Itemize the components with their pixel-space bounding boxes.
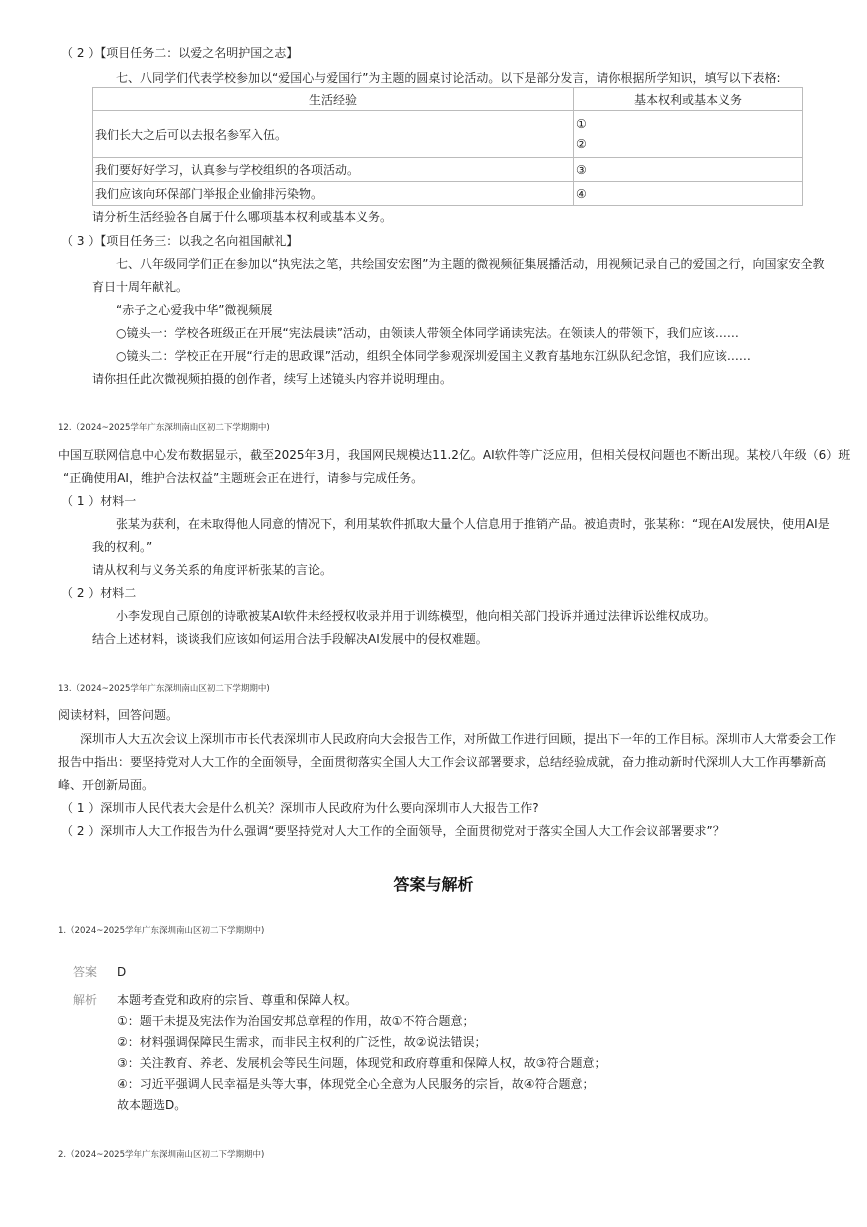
task3-intro-line2: 育日十周年献礼。 <box>92 280 189 294</box>
table-header-rights: 基本权利或基本义务 <box>574 88 803 111</box>
q12-part1-text-line1: 张某为获利，在未取得他人同意的情况下，利用某软件抓取大量个人信息用于推销产品。被追责时，张某称：“现在AI发展快，使用AI是 <box>116 517 830 531</box>
q13-text-line1: 深圳市人大五次会议上深圳市市长代表深圳市人民政府向大会报告工作，对所做工作进行回顾，提出下一年的工作目标。深圳市人大常委会工作 <box>80 732 837 746</box>
table-cell-experience: 我们长大之后可以去报名参军入伍。 <box>93 111 574 158</box>
answers-title: 答案与解析 <box>393 875 474 894</box>
analysis-line: ①：题干未提及宪法作为治国安邦总章程的作用，故①不符合题意； <box>117 1014 475 1028</box>
answer-value: D <box>117 965 127 979</box>
shot-one: ○镜头一：学校各班级正在开展“宪法晨读”活动，由领读人带领全体同学诵读宪法。在领读人的带领下，我们应该…… <box>116 326 739 340</box>
q12-intro-line2: “正确使用AI，维护合法权益”主题班会正在进行，请参与完成任务。 <box>63 471 424 485</box>
q12-part2-text: 小李发现自己原创的诗歌被某AI软件未经授权收录并用于训练模型，他向相关部门投诉并通过法律诉讼维权成功。 <box>116 609 716 623</box>
table-row <box>93 111 803 158</box>
task2-heading: （ 2 ）【项目任务二：以爱之名明护国之志】 <box>61 46 299 60</box>
table-cell-experience: 我们应该向环保部门举报企业偷排污染物。 <box>93 182 574 206</box>
shot-two: ○镜头二：学校正在开展“行走的思政课”活动，组织全体同学参观深圳爱国主义教育基地东江纵队纪念馆，我们应该…… <box>116 349 751 363</box>
table-header-row <box>93 88 803 111</box>
q13-text-line2: 报告中指出：要坚持党对人大工作的全面领导，全面贯彻落实全国人大工作会议部署要求，总结经验成就，奋力推动新时代深圳人大工作再攀新高 <box>58 755 827 769</box>
analysis-line: 故本题选D。 <box>117 1098 187 1112</box>
analysis-label: 解析 <box>73 993 98 1007</box>
table-header-experience: 生活经验 <box>93 88 574 111</box>
analysis-line: 本题考查党和政府的宗旨、尊重和保障人权。 <box>117 993 358 1007</box>
q12-part1-text-line2: 我的权利。” <box>92 540 153 554</box>
answer-1-number: 1.（2024~2025学年广东深圳南山区初二下学期期中) <box>58 926 265 936</box>
answer-2-number: 2.（2024~2025学年广东深圳南山区初二下学期期中) <box>58 1150 265 1160</box>
table-row <box>93 182 803 206</box>
q13-lead: 阅读材料，回答问题。 <box>58 708 179 722</box>
question-13-number: 13.（2024~2025学年广东深圳南山区初二下学期期中) <box>58 684 270 694</box>
analysis-line: ②：材料强调保障民生需求，而非民主权利的广泛性，故②说法错误； <box>117 1035 487 1049</box>
answer-mark: ④ <box>574 182 803 206</box>
q12-part2-question: 结合上述材料，谈谈我们应该如何运用合法手段解决AI发展中的侵权难题。 <box>92 632 488 646</box>
table-cell-marks <box>574 111 803 158</box>
q13-question2: （ 2 ）深圳市人大工作报告为什么强调“要坚持党对人大工作的全面领导，全面贯彻党对于落实全国人大工作会议部署要求”？ <box>61 824 725 838</box>
task3-question: 请你担任此次微视频拍摄的创作者，续写上述镜头内容并说明理由。 <box>92 372 453 386</box>
q12-part1-heading: （ 1 ）材料一 <box>61 494 137 508</box>
rights-duties-table <box>92 87 803 206</box>
table-cell-experience: 我们要好好学习，认真参与学校组织的各项活动。 <box>93 158 574 182</box>
answer-mark: ① <box>576 117 587 131</box>
q12-intro-line1: 中国互联网信息中心发布数据显示，截至2025年3月，我国网民规模达11.2亿。AI软件等广泛应用，但相关侵权问题也不断出现。某校八年级（6）班 <box>58 448 851 462</box>
task2-intro: 七、八同学们代表学校参加以“爱国心与爱国行”为主题的圆桌讨论活动。以下是部分发言，请你根据所学知识，填写以下表格: <box>116 71 781 85</box>
analysis-line: ③：关注教育、养老、发展机会等民生问题，体现党和政府尊重和保障人权，故③符合题意； <box>117 1056 607 1070</box>
answer-mark: ② <box>576 137 587 151</box>
answer-mark: ③ <box>574 158 803 182</box>
q12-part1-question: 请从权利与义务关系的角度评析张某的言论。 <box>92 563 333 577</box>
analysis-line: ④：习近平强调人民幸福是头等大事，体现党全心全意为人民服务的宗旨，故④符合题意； <box>117 1077 595 1091</box>
q13-text-line3: 峰、开创新局面。 <box>58 778 155 792</box>
task3-heading: （ 3 ）【项目任务三：以我之名向祖国献礼】 <box>61 234 299 248</box>
table-row <box>93 158 803 182</box>
answer-label: 答案 <box>73 965 98 979</box>
q13-question1: （ 1 ）深圳市人民代表大会是什么机关？深圳市人民政府为什么要向深圳市人大报告工作? <box>61 801 539 815</box>
q12-part2-heading: （ 2 ）材料二 <box>61 586 137 600</box>
question-12-number: 12.（2024~2025学年广东深圳南山区初二下学期期中) <box>58 423 270 433</box>
video-title: “赤子之心爱我中华”微视频展 <box>116 303 273 317</box>
task2-question: 请分析生活经验各自属于什么哪项基本权利或基本义务。 <box>92 210 393 224</box>
task3-intro-line1: 七、八年级同学们正在参加以“执宪法之笔，共绘国安宏图”为主题的微视频征集展播活动，用视频记录自己的爱国之行，向国家安全教 <box>116 257 825 271</box>
